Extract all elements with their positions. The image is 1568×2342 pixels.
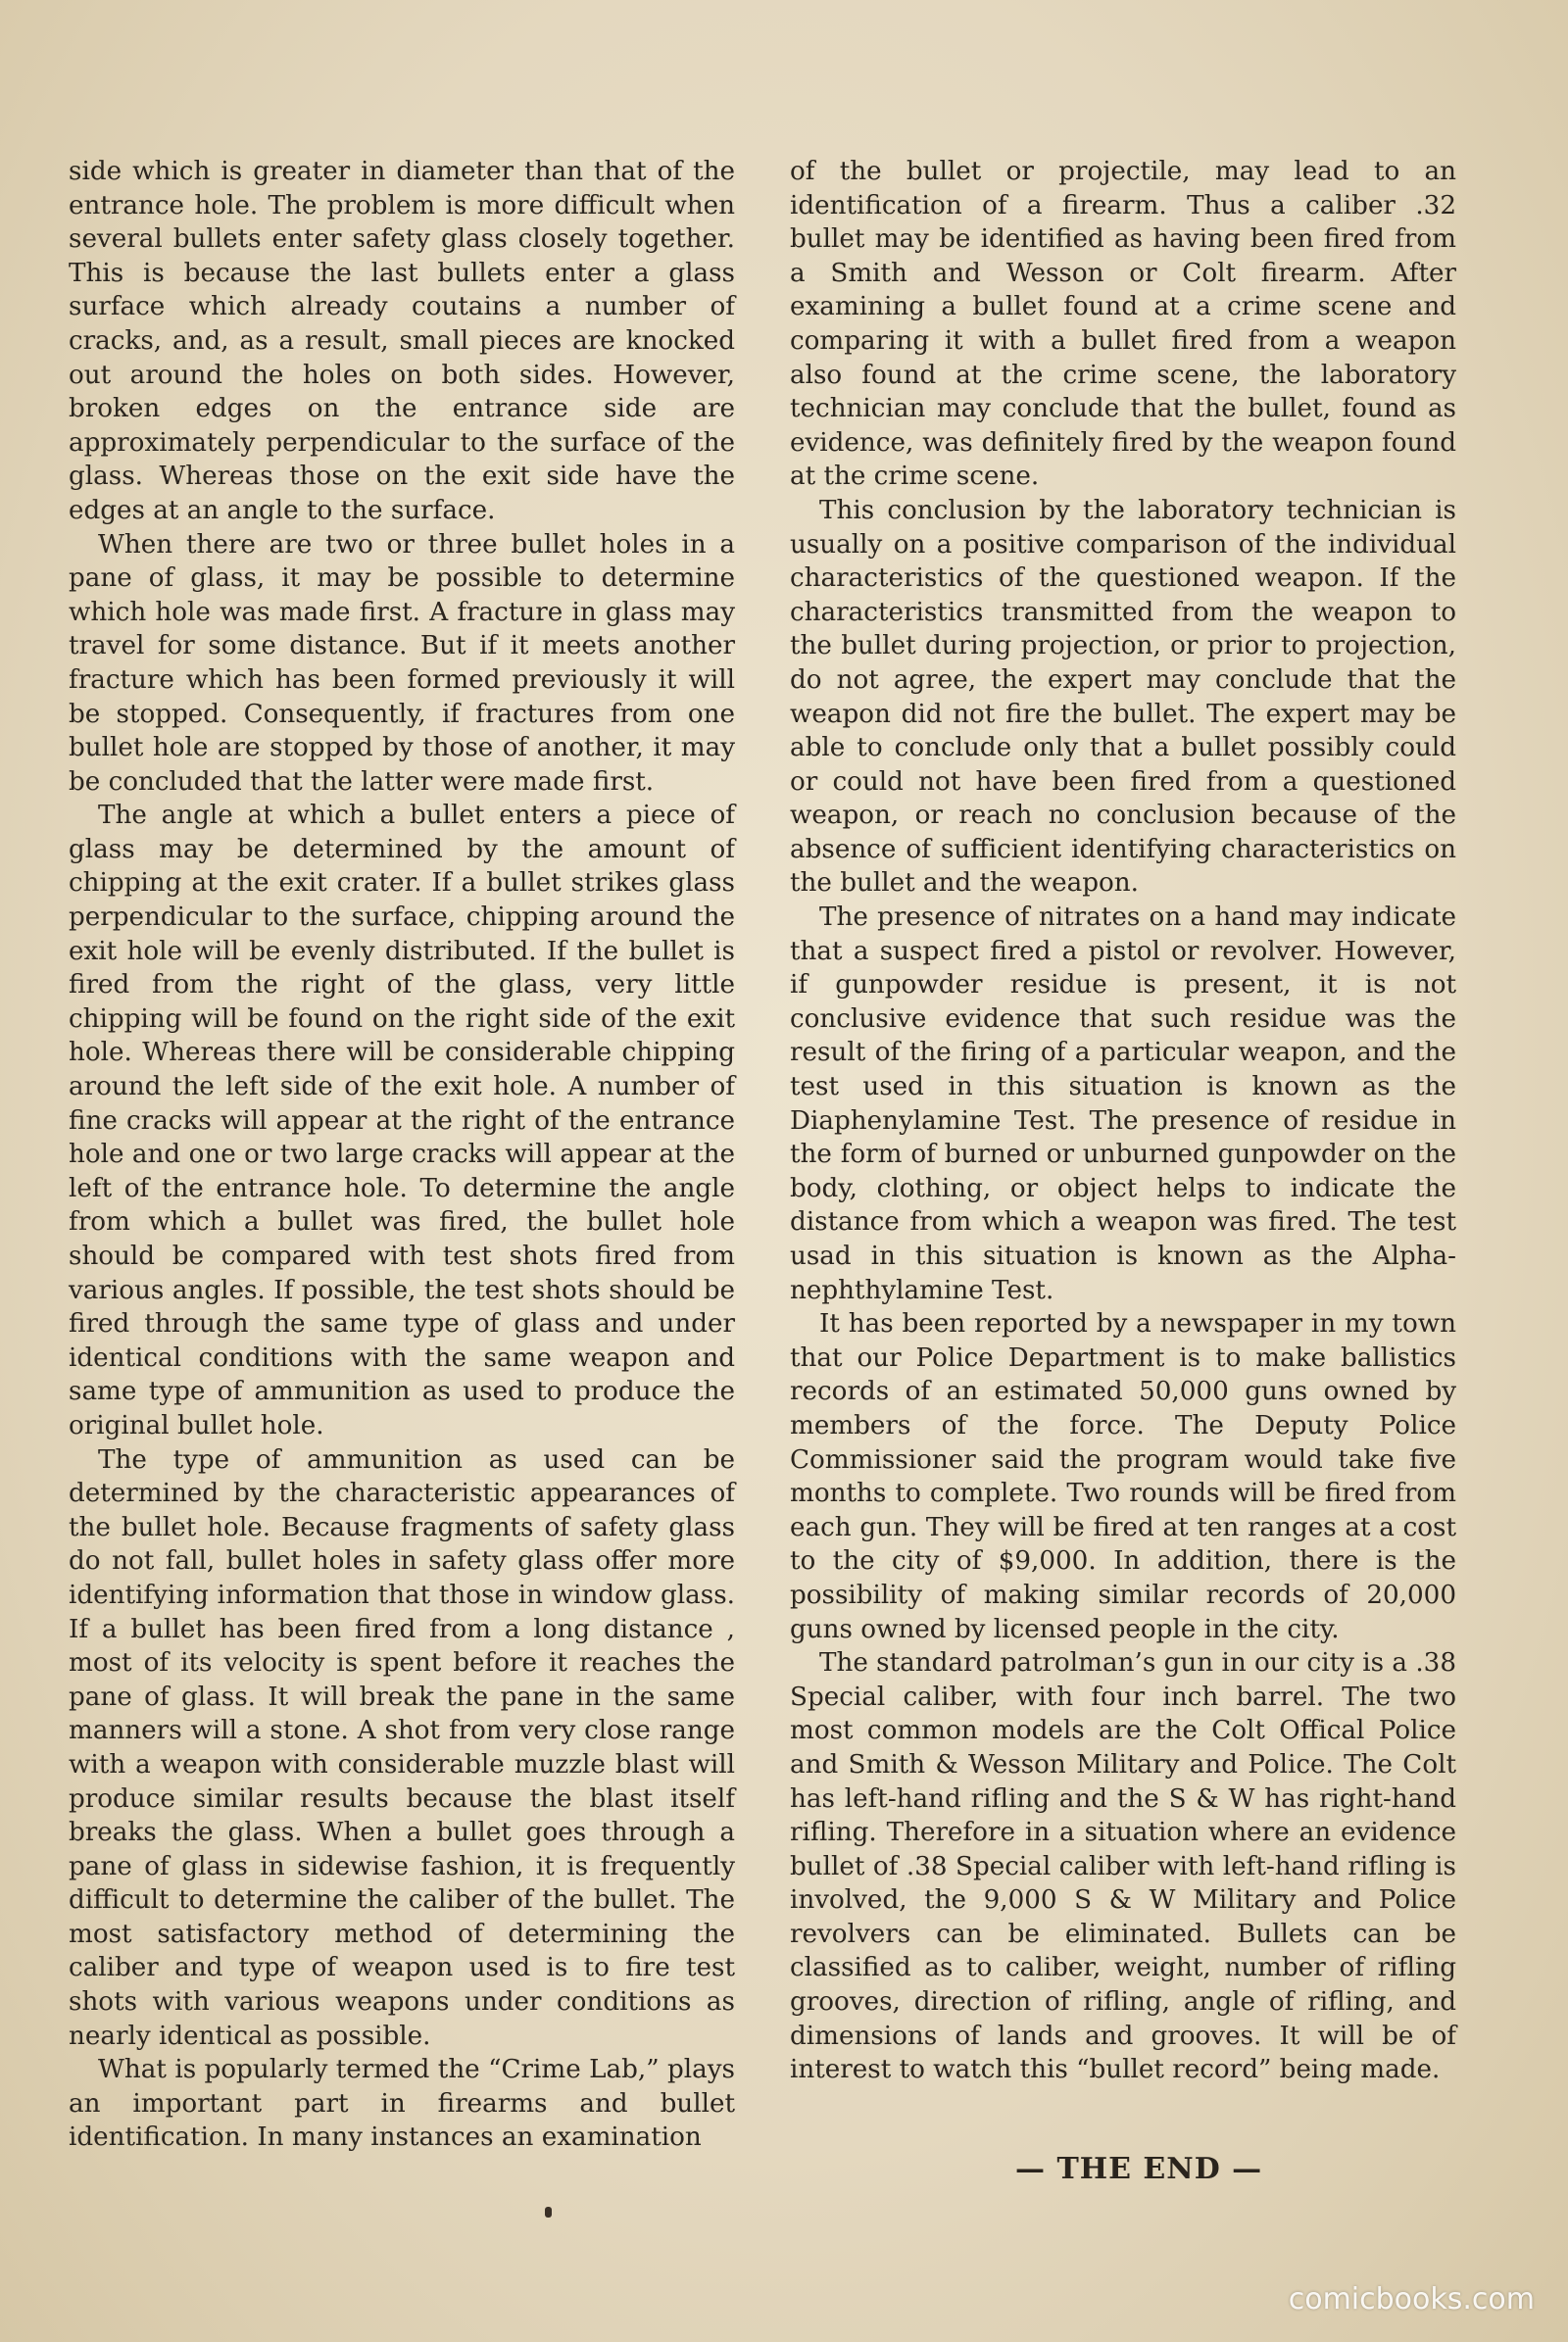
paragraph: of the bullet or projectile, may lead to an identification of a firearm. Thus a caliber .32 bullet may be identified as having been fired from a Smith and Wesson or Colt firearm. After examining a bullet found at a crime scene and comparing it with a bullet fired from a weapon also found at the crime scene, the laboratory technician may conclude that the bullet, found as evidence, was definitely fired by the weapon found at the crime scene. (790, 157, 1456, 492)
the-end-marker: — THE END — (1015, 2152, 1263, 2186)
site-watermark: comicbooks.com (1288, 2282, 1535, 2317)
paragraph: What is popularly termed the “Crime Lab,” plays an important part in firearms and bullet identification. In many instances an examination (69, 2055, 735, 2153)
page-dot-mark (545, 2207, 552, 2218)
paragraph: When there are two or three bullet holes in a pane of glass, it may be possible to determine which hole was made first. A fracture in glass may travel for some distance. But if it meets another fracture which has been formed previously it will be stopped. Consequently, if fractures from one bullet hole are stopped by those of another, it may be concluded that the latter were made first. (69, 529, 735, 797)
paragraph: This conclusion by the laboratory technician is usually on a positive comparison of the individual characteristics of the questioned weapon. If the characteristics transmitted from the weapon to the bullet during projection, or prior to projection, do not agree, the expert may conclude that the weapon did not fire the bullet. The expert may be able to conclude only that a bullet possibly could or could not have been fired from a questioned weapon, or reach no conclusion because of the absence of sufficient identifying characteristics on the bullet and the weapon. (790, 495, 1456, 899)
left-text-column (69, 155, 735, 2155)
paragraph: The presence of nitrates on a hand may indicate that a suspect fired a pistol or revolver. However, if gunpowder residue is present, it is not conclusive evidence that such residue was the result of the firing of a particular weapon, and the test used in this situation is known as the Diaphenylamine Test. The presence of residue in the form of burned or unburned gunpowder on the body, clothing, or object helps to indicate the distance from which a weapon was fired. The test usad in this situation is known as the Alpha-nephthylamine Test. (790, 903, 1456, 1305)
paragraph: It has been reported by a newspaper in my town that our Police Department is to make ballistics records of an estimated 50,000 guns owned by members of the force. The Deputy Police Commissioner said the program would take five months to complete. Two rounds will be fired from each gun. They will be fired at ten ranges at a cost to the city of $9,000. In addition, there is the possibility of making similar records of 20,000 guns owned by licensed people in the city. (790, 1309, 1456, 1644)
paragraph: side which is greater in diameter than that of the entrance hole. The problem is more difficult when several bullets enter safety glass closely together. This is because the last bullets enter a glass surface which already coutains a number of cracks, and, as a result, small pieces are knocked out around the holes on both sides. However, broken edges on the entrance side are approximately perpendicular to the surface of the glass. Whereas those on the exit side have the edges at an angle to the surface. (69, 157, 735, 525)
paragraph: The type of ammunition as used can be determined by the characteristic appearances of the bullet hole. Because fragments of safety glass do not fall, bullet holes in safety glass offer more identifying information that those in window glass. If a bullet has been fired from a long distance , most of its velocity is spent before it reaches the pane of glass. It will break the pane in the same manners will a stone. A shot from very close range with a weapon with considerable muzzle blast will produce similar results because the blast itself breaks the glass. When a bullet goes through a pane of glass in sidewise fashion, it is frequently difficult to determine the caliber of the bullet. The most satisfactory method of determining the caliber and type of weapon used is to fire test shots with various weapons under conditions as nearly identical as possible. (69, 1444, 735, 2051)
paragraph: The standard patrolman’s gun in our city is a .38 Special caliber, with four inch barrel. The two most common models are the Colt Offical Police and Smith & Wesson Military and Police. The Colt has left-hand rifling and the S & W has right-hand rifling. Therefore in a situation where an evidence bullet of .38 Special caliber with left-hand rifling is involved, the 9,000 S & W Military and Police revolvers can be eliminated. Bullets can be classified as to caliber, weight, number of rifling grooves, direction of rifling, angle of rifling, and dimensions of lands and grooves. It will be of interest to watch this “bullet record” being made. (790, 1648, 1456, 2085)
right-text-column (790, 155, 1456, 2087)
paragraph: The angle at which a bullet enters a piece of glass may be determined by the amount of chipping at the exit crater. If a bullet strikes glass perpendicular to the surface, chipping around the exit hole will be evenly distributed. If the bullet is fired from the right of the glass, very little chipping will be found on the right side of the exit hole. Whereas there will be considerable chipping around the left side of the exit hole. A number of fine cracks will appear at the right of the entrance hole and one or two large cracks will appear at the left of the entrance hole. To determine the angle from which a bullet was fired, the bullet hole should be compared with test shots fired from various angles. If possible, the test shots should be fired through the same type of glass and under identical conditions with the same weapon and same type of ammunition as used to produce the original bullet hole. (69, 801, 735, 1440)
